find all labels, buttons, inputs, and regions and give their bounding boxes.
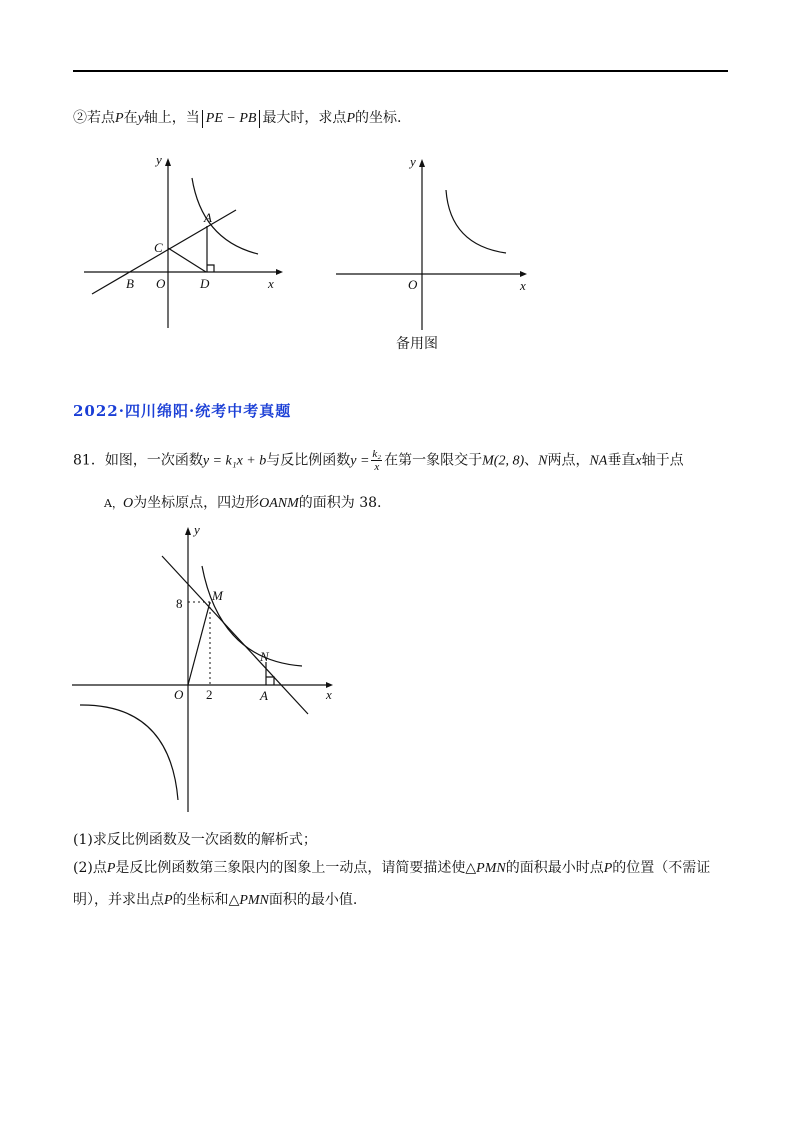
triangle-pmn: △PMN (228, 893, 269, 908)
top-rule (73, 70, 728, 72)
figure-caption: 备用图 (396, 336, 438, 352)
figure-1 (80, 150, 290, 335)
text: 明），并求出点 (73, 892, 164, 908)
x-arrow (520, 271, 527, 277)
text: 轴上，当 (143, 110, 200, 126)
text: 是反比例函数第三象限内的图象上一动点，请简要描述使 (115, 860, 466, 876)
inverse-lhs: y = (350, 453, 370, 469)
var-y: y (137, 111, 144, 126)
var-p: P (164, 893, 173, 908)
var-p: P (603, 861, 613, 876)
hyperbola-q3 (80, 705, 178, 800)
right-angle-mark (207, 265, 214, 272)
figure-2 (330, 150, 540, 335)
text: 的面积最小时点 (505, 860, 604, 876)
section-title: 2022·四川绵阳·统考中考真题 (73, 402, 292, 420)
text: 为坐标原点，四边形 (133, 495, 260, 511)
point-n: N (538, 453, 548, 469)
text: A， (104, 497, 123, 510)
text: (2)点 (73, 860, 107, 876)
right-angle-mark (266, 677, 274, 685)
var-p: P (115, 111, 124, 126)
var-o: O (122, 496, 134, 511)
text: ②若点 (73, 110, 115, 126)
segment-cd (168, 248, 206, 272)
fraction (371, 448, 382, 473)
label-a: A (260, 688, 268, 703)
triangle-pmn: △PMN (465, 861, 506, 876)
label-d: D (200, 276, 210, 291)
text: 如图，一次函数 (104, 452, 203, 469)
fraction-denominator: x (374, 461, 380, 473)
segment-na: NA (589, 453, 608, 469)
text: 、 (524, 452, 539, 469)
var-p: P (346, 111, 355, 126)
label-y: y (410, 154, 416, 169)
label-o: O (408, 277, 418, 292)
text: 最大时，求点 (262, 110, 347, 126)
y-arrow (185, 527, 191, 535)
text: 垂直 (607, 452, 636, 469)
segment-om (188, 602, 210, 685)
y-arrow (165, 158, 171, 166)
x-arrow (276, 269, 283, 275)
text: 轴于点 (641, 452, 684, 469)
label-x: x (268, 276, 274, 291)
text: 的坐标. (355, 110, 402, 126)
text: 在 (123, 110, 138, 126)
label-a: A (204, 210, 212, 225)
y-arrow (419, 159, 425, 167)
fraction-numerator: k₂ (372, 448, 382, 460)
label-2: 2 (206, 687, 213, 702)
var-p: P (106, 861, 116, 876)
text: 在第一象限交于 (384, 452, 483, 469)
question-part-2 (73, 108, 401, 129)
label-n: N (260, 649, 269, 664)
question-81-line-2 (104, 493, 381, 514)
point-m: M(2, 8) (482, 453, 525, 469)
sub-question-1: (1)求反比例函数及一次函数的解析式； (73, 832, 317, 848)
label-8: 8 (176, 596, 183, 611)
text: 的面积为 38. (298, 495, 382, 511)
text: 的坐标和 (172, 892, 229, 908)
figure-3 (70, 522, 340, 817)
sub-question-2-line-1 (73, 858, 710, 879)
text: 两点， (547, 452, 590, 469)
sub-question-2-line-2 (73, 890, 357, 911)
label-m: M (212, 588, 223, 603)
abs-expression: PE − PB (202, 110, 261, 128)
label-y: y (156, 152, 162, 167)
text: 面积的最小值. (268, 892, 358, 908)
line-mn (162, 556, 308, 714)
label-c: C (154, 240, 163, 255)
hyperbola (446, 190, 506, 253)
label-x: x (520, 278, 526, 293)
label-b: B (126, 276, 134, 291)
label-x: x (326, 687, 332, 702)
text: 与反比例函数 (266, 452, 351, 469)
text: 的位置（不需证 (612, 860, 711, 876)
label-o: O (156, 276, 166, 291)
linear-function: y = k₁x + b (202, 453, 267, 469)
question-number: 81． (73, 452, 105, 469)
quad-oanm: OANM (259, 496, 299, 511)
question-81-line-1 (73, 448, 684, 473)
var-x: x (635, 453, 642, 469)
label-y: y (194, 522, 200, 537)
label-o: O (174, 687, 184, 702)
